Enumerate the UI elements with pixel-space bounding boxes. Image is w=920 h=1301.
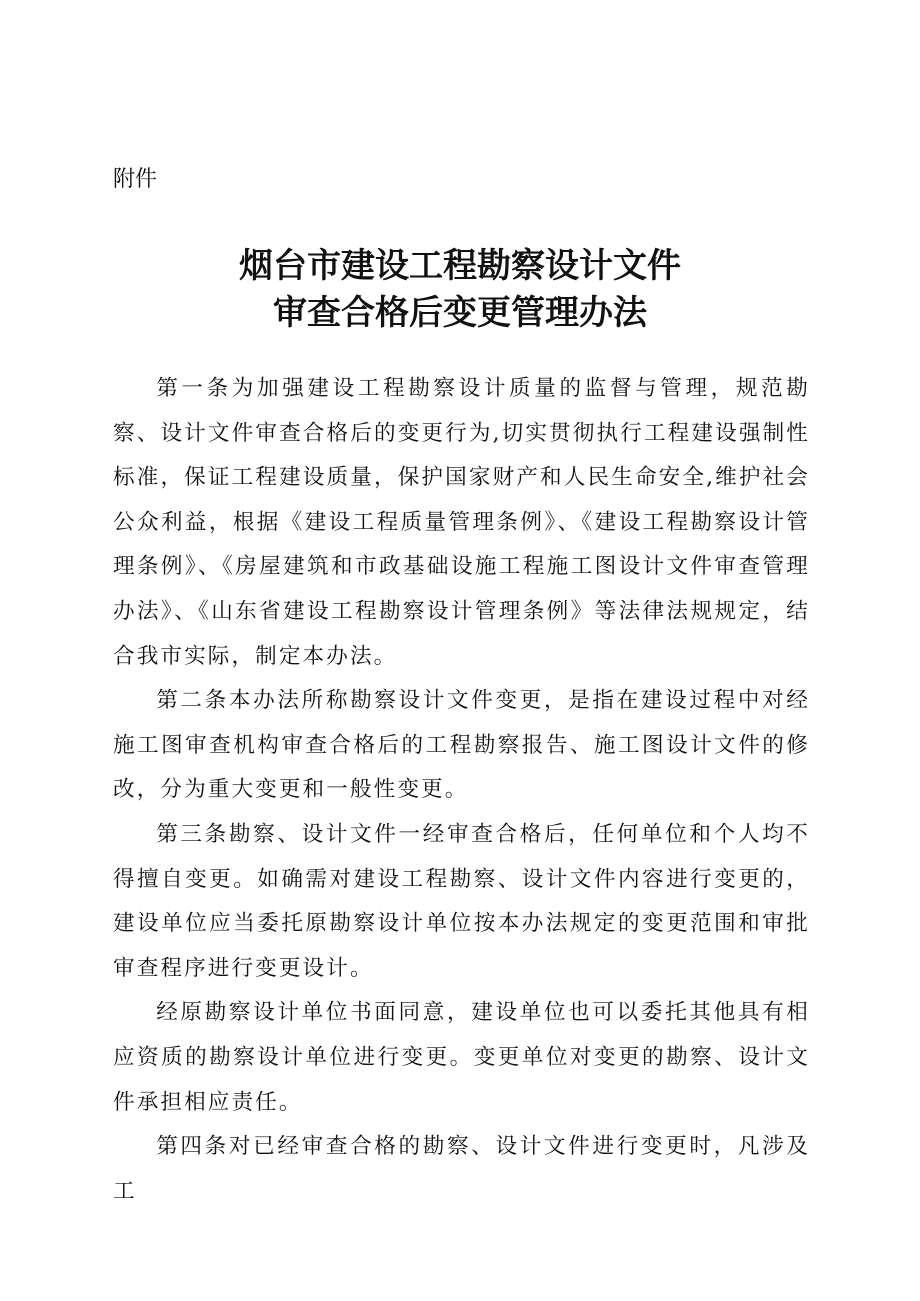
article-2-paragraph: 第二条本办法所称勘察设计文件变更，是指在建设过程中对经施工图审查机构审查合格后的工程勘察报告、施工图设计文件的修改，分为重大变更和一般性变更。 (113, 688, 810, 803)
attachment-label: 附件 (113, 167, 158, 192)
title-line-2: 审查合格后变更管理办法 (273, 293, 647, 333)
article-3-supplement-paragraph: 经原勘察设计单位书面同意，建设单位也可以委托其他具有相应资质的勘察设计单位进行变更。变更单位对变更的勘察、设计文件承担相应责任。 (113, 1000, 810, 1115)
document-body (113, 367, 810, 1214)
article-1-paragraph: 第一条为加强建设工程勘察设计质量的监督与管理，规范勘察、设计文件审查合格后的变更行为,切实贯彻执行工程建设强制性标准，保证工程建设质量，保护国家财产和人民生命安全,维护社会公众利益，根据《建设工程质量管理条例》、《建设工程勘察设计管理条例》、《房屋建筑和市政基础设施工程施工图设计文件审查管理办法》、《山东省建设工程勘察设计管理条例》等法律法规规定，结合我市实际，制定本办法。 (113, 376, 810, 669)
document-title (0, 243, 920, 337)
article-4-paragraph: 第四条对已经审查合格的勘察、设计文件进行变更时，凡涉及工 (113, 1134, 810, 1204)
article-3-paragraph: 第三条勘察、设计文件一经审查合格后，任何单位和个人均不得擅自变更。如确需对建设工程勘察、设计文件内容进行变更的，建设单位应当委托原勘察设计单位按本办法规定的变更范围和审批审查程序进行变更设计。 (113, 821, 810, 981)
title-line-1: 烟台市建设工程勘察设计文件 (239, 246, 681, 286)
